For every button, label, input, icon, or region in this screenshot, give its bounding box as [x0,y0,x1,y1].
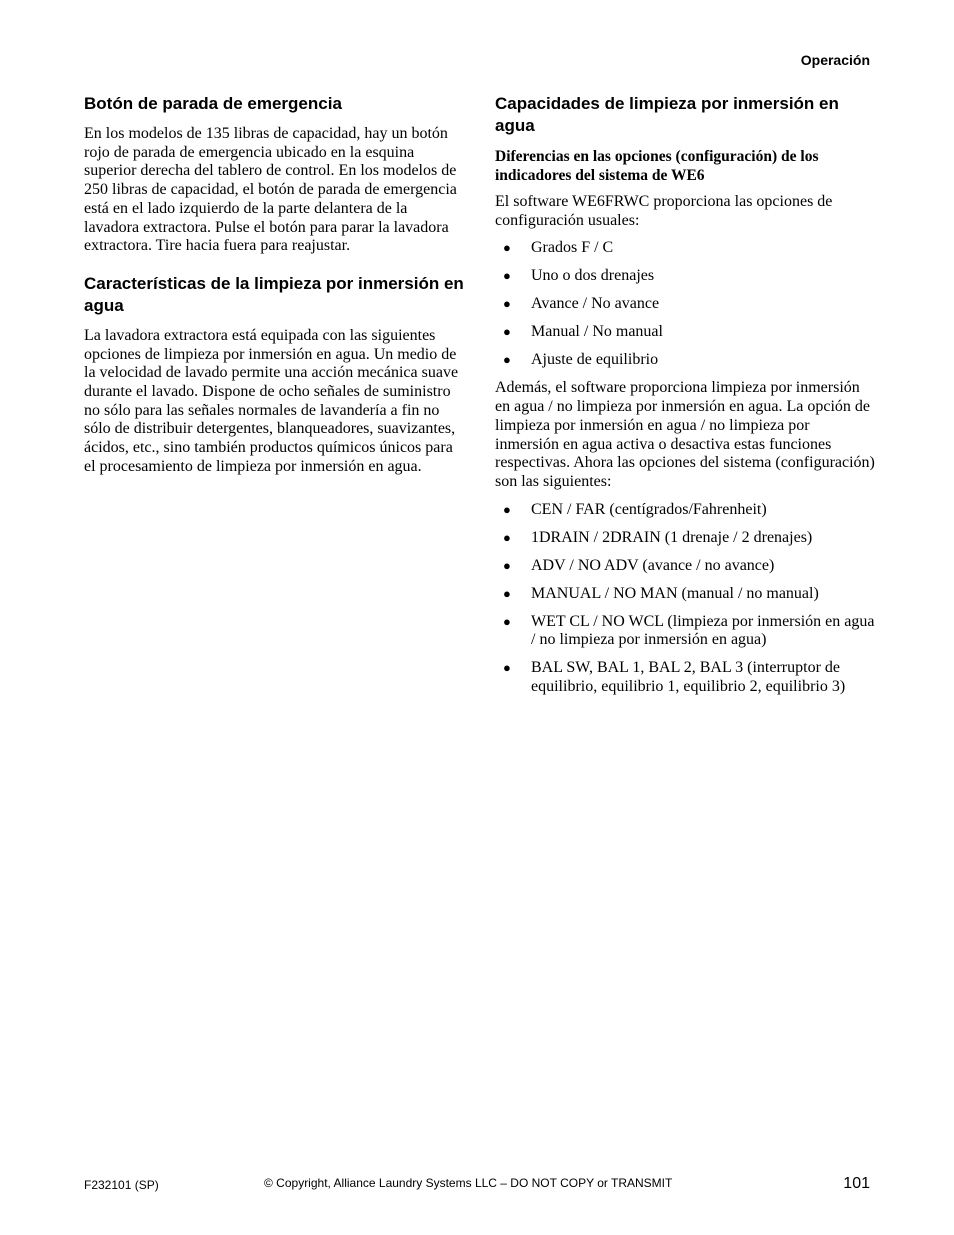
bullet-icon: ● [503,268,511,284]
list-item: ● BAL SW, BAL 1, BAL 2, BAL 3 (interruptor de equilibrio, equilibrio 1, equilibrio 2, equilibrio 3) [503,659,846,696]
list-system-options [495,501,875,697]
running-header-section: Operación [800,52,870,68]
paragraph-config-intro: El software WE6FRWC proporciona las opciones de configuración usuales: [495,193,833,229]
bullet-icon: ● [503,660,511,676]
paragraph-wet-clean-features: La lavadora extractora está equipada con las siguientes opciones de limpieza por inmersión en agua. Un medio de la velocidad de lavado permite una acción mecánica suave durante el lavado. Dispone de ocho señales de suministro no sólo para las señales normales de lavandería a fin no sólo de distribuir detergentes, blanqueadores, suavizantes, ácidos, etc., sino también productos químicos únicos para el procesamiento de limpieza por inmersión en agua. [84,326,459,475]
heading-wet-clean-capabilities: Capacidades de limpieza por inmersión en agua [495,94,839,135]
bullet-icon: ● [503,613,511,629]
list-item: ● Manual / No manual [503,323,663,341]
heading-wet-clean-features: Características de la limpieza por inmersión en agua [84,273,464,315]
page-footer [84,1174,870,1194]
list-item: ● MANUAL / NO MAN (manual / no manual) [503,584,819,602]
bullet-icon: ● [503,557,511,573]
right-column [495,93,875,706]
list-item: ● WET CL / NO WCL (limpieza por inmersión en agua / no limpieza por inmersión en agua) [503,612,875,649]
left-column [84,93,464,490]
bullet-icon: ● [503,352,511,368]
list-item: ● ADV / NO ADV (avance / no avance) [503,556,775,574]
list-usual-options [495,239,875,370]
page-number: 101 [843,1175,870,1192]
bullet-icon: ● [503,501,511,517]
bullet-icon: ● [503,240,511,256]
list-item: ● Avance / No avance [503,295,660,313]
list-item: ● Uno o dos drenajes [503,267,655,285]
document-id: F232101 (SP) [84,1178,159,1192]
bullet-icon: ● [503,324,511,340]
list-item: ● CEN / FAR (centígrados/Fahrenheit) [503,500,767,518]
bullet-icon: ● [503,529,511,545]
heading-emergency-stop: Botón de parada de emergencia [84,94,342,113]
list-item: ● Ajuste de equilibrio [503,351,659,369]
list-item: ● 1DRAIN / 2DRAIN (1 drenaje / 2 drenajes) [503,528,813,546]
paragraph-system-options: Además, el software proporciona limpieza por inmersión en agua / no limpieza por inmersión en agua. La opción de limpieza por inmersión en agua / no limpieza por inmersión en agua activa o desactiva estas funciones respectivas. Ahora las opciones del sistema (configuración) son las siguientes: [495,379,875,490]
bullet-icon: ● [503,296,511,312]
paragraph-emergency-stop: En los modelos de 135 libras de capacidad, hay un botón rojo de parada de emergencia ubicado en la esquina superior derecha del tablero de control. En los modelos de 250 libras de capacidad, el botón de parada de emergencia está en el lado izquierdo de la parte delantera de la lavadora extractora. Pulse el botón para parar la lavadora extractora. Tire hacia fuera para reajustar. [84,125,457,255]
subheading-we6-differences: Diferencias en las opciones (configuración) de los indicadores del sistema de WE6 [495,148,819,184]
bullet-icon: ● [503,585,511,601]
copyright-notice: © Copyright, Alliance Laundry Systems LLC – DO NOT COPY or TRANSMIT [264,1176,673,1190]
list-item: ● Grados F / C [503,239,614,257]
